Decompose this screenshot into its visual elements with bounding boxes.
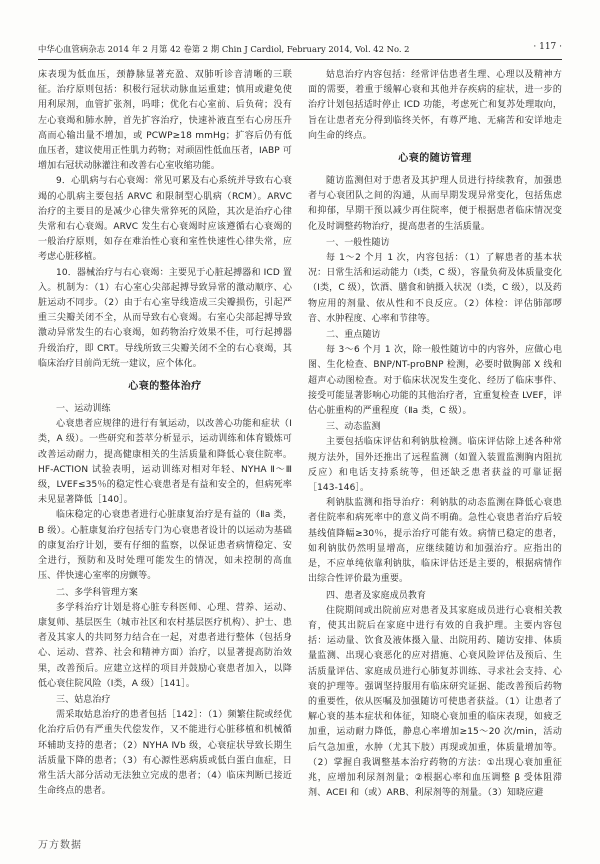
- subsection-heading: 一、一般性随访: [326, 237, 390, 248]
- paragraph: 9．心肌病与右心衰竭：常见可累及右心系统并导致右心衰竭的心肌病主要包括 ARVC 和限制型心肌病（RCM）。ARVC 治疗的主要目的是减少心律失常猝死的风险，其次是治疗心律失常和右心衰竭。ARVC 发生右心衰竭时应该遵循右心衰竭的一般治疗原则，如存在难治性心衰和室性快速性心律失常，应考虑心脏移植。: [38, 176, 292, 263]
- header-rule: [38, 59, 562, 60]
- right-column: [308, 68, 562, 838]
- paragraph: 临床稳定的心衰患者进行心脏康复治疗是有益的（Ⅱa 类，B 级）。心脏康复治疗包括专门为心衰患者设计的以运动为基础的康复治疗计划，要有仔细的监察，以保证患者病情稳定、安全进行，预防和及时处理可能发生的情况，如未控制的高血压、伴快速心室率的房颤等。: [38, 510, 292, 582]
- subsection-heading: 四、患者及家庭成员教育: [326, 590, 427, 601]
- section-heading: 心衰的整体治疗: [128, 381, 202, 393]
- paragraph: 多学科治疗计划是将心脏专科医师、心理、营养、运动、康复师、基层医生（城市社区和农村基层医疗机构）、护士、患者及其家人的共同努力结合在一起，对患者进行整体（包括身心、运动、营养、社会和精神方面）治疗，以显著提高防治效果，改善预后。应建立这样的项目并鼓励心衰患者加入，以降低心衰住院风险（Ⅰ类，A 级）［141］。: [38, 602, 292, 689]
- running-header: [38, 40, 562, 60]
- subsection-heading: 二、多学科管理方案: [56, 587, 138, 598]
- subsection-heading: 三、动态监测: [326, 422, 381, 433]
- paragraph: 随访监测但对于患者及其护理人员进行持续教育，加强患者与心衰团队之间的沟通，从而早期发现异常变化，包括焦虑和抑郁，早期干预以减少再住院率，便于根据患者临床情况变化及时调整药物治疗，提高患者的生活质量。: [308, 176, 562, 232]
- paragraph: 10．器械治疗与右心衰竭：主要见于心脏起搏器和 ICD 置入。机制为：（1）右心室心尖部起搏导致异常的激动顺序、心脏运动不同步。（2）由于右心室导线造成三尖瓣损伤，引起严重三尖瓣关闭不全，从而导致右心衰竭。右室心尖部起搏导致激动异常发生的右心衰竭，如药物治疗效果不佳，可行起搏器升级治疗，即 CRT。导线所致三尖瓣关闭不全的右心衰竭，其临床治疗目前尚无统一建议，应个体化。: [38, 267, 292, 369]
- paragraph: 姑息治疗内容包括：经常评估患者生理、心理以及精神方面的需要，着重于缓解心衰和其他并存疾病的症状，进一步的治疗计划包括适时停止 ICD 功能，考虑死亡和复苏处理取向，旨在让患者充分得到临终关怀，有尊严地、无痛苦和安详地走向生命的终点。: [308, 70, 562, 141]
- paragraph: 每 3～6 个月 1 次，除一般性随访中的内容外，应做心电图、生化检查、BNP/NT-proBNP 检测，必要时做胸部 X 线和超声心动图检查。对于临床状况发生变化、经历了临床事件、接受可能显著影响心功能的其他治疗者，宜重复检查 LVEF，评估心脏重构的严重程度（Ⅱa 类，C 级）。: [308, 345, 562, 417]
- paragraph: 需采取姑息治疗的患者包括［142］：（1）频繁住院或经优化治疗后仍有严重失代偿发作，又不能进行心脏移植和机械循环辅助支持的患者；（2）NYHA Ⅳb 级，心衰症状导致长期生活质量下降的患者；（3）有心源性恶病质或低白蛋白血症，日常生活大部分活动无法独立完成的患者；（4）临床判断已接近生命终点的患者。: [38, 710, 292, 797]
- left-column: [38, 68, 292, 838]
- watermark: 万方数据: [38, 840, 82, 851]
- journal-citation: 中华心血管病杂志 2014 年 2 月第 42 卷第 2 期 Chin J Cardiol, February 2014, Vol. 42 No. 2: [38, 44, 410, 54]
- page-number: · 117 ·: [533, 42, 562, 52]
- paragraph: 主要包括临床评估和利钠肽检测。临床评估除上述各种常规方法外，国外还推出了远程监测（如置入装置监测胸内阻抗反应）和电话支持系统等，但还缺乏患者获益的可靠证据［143-146］。: [308, 437, 562, 494]
- subsection-heading: 二、重点随访: [326, 330, 381, 341]
- subsection-heading: 三、姑息治疗: [56, 694, 111, 705]
- paragraph: 床表现为低血压，颈静脉显著充盈、双肺听诊音清晰的三联征。治疗原则包括：积极行冠状动脉血运重建；慎用或避免使用利尿剂，血管扩张剂，吗啡；优化右心室前、后负荷；没有左心衰竭和肺水肿，首先扩容治疗，快速补液直至右心房压升高而心输出量不增加，或 PCWP≥18 mmHg；扩容后仍有低血压者，建议使用正性肌力药物；对顽固性低血压者，IABP 可增加右冠状动脉灌注和改善右心室收缩功能。: [38, 70, 292, 172]
- section-heading: 心衰的随访管理: [398, 153, 472, 165]
- paragraph: 住院期间或出院前应对患者及其家庭成员进行心衰相关教育，使其出院后在家庭中进行有效的自我护理。主要内容包括：运动量、饮食及液体摄入量、出院用药、随访安排、体质量监测、出现心衰恶化的应对措施、心衰风险评估及预后、生活质量评估、家庭成员进行心肺复苏训练、寻求社会支持、心衰的护理等。强调坚持服用有临床研究证据、能改善预后药物的重要性，依从医嘱及加强随访可使患者获益。（1）让患者了解心衰的基本症状和体征，知晓心衰加重的临床表现，如疲乏加重，运动耐力降低，静息心率增加≥15～20 次/min，活动后气急加重，水肿（尤其下肢）再现或加重，体质量增加等。（2）掌握自我调整基本治疗药物的方法：①出现心衰加重征兆，应增加利尿剂剂量；②根据心率和血压调整 β 受体阻滞剂、ACEI 和（或）ARB、利尿剂等的剂量。（3）知晓应避: [308, 605, 562, 799]
- paragraph: 利钠肽监测和指导治疗：利钠肽的动态监测在降低心衰患者住院率和病死率中的意义尚不明确。急性心衰患者治疗后较基线值降幅≥30％，提示治疗可能有效。病情已稳定的患者，如利钠肽仍然明显增高，应继续随访和加强治疗。应指出的是，不应单纯依靠利钠肽，临床评估还是主要的，根据病情作出综合性评价最为重要。: [308, 498, 562, 585]
- paragraph: 每 1～2 个月 1 次，内容包括：（1）了解患者的基本状况：日常生活和运动能力（Ⅰ类，C 级），容量负荷及体质量变化（Ⅰ类，C 级），饮酒、膳食和钠摄入状况（Ⅰ类，C 级），以及药物应用的剂量、依从性和不良反应。（2）体检：评估肺部啰音、水肿程度、心率和节律等。: [308, 253, 562, 324]
- paragraph: 心衰患者应规律的进行有氧运动，以改善心功能和症状（Ⅰ类，A 级）。一些研究和荟萃分析显示，运动训练和体育锻炼可改善运动耐力，提高健康相关的生活质量和降低心衰住院率。HF-ACTION 试验表明，运动训练对相对年轻、NYHA Ⅱ～Ⅲ级，LVEF≤35％的稳定性心衰患者是有益和安全的，但病死率未见显著降低［140］。: [38, 419, 292, 506]
- subsection-heading: 一、运动训练: [56, 404, 111, 415]
